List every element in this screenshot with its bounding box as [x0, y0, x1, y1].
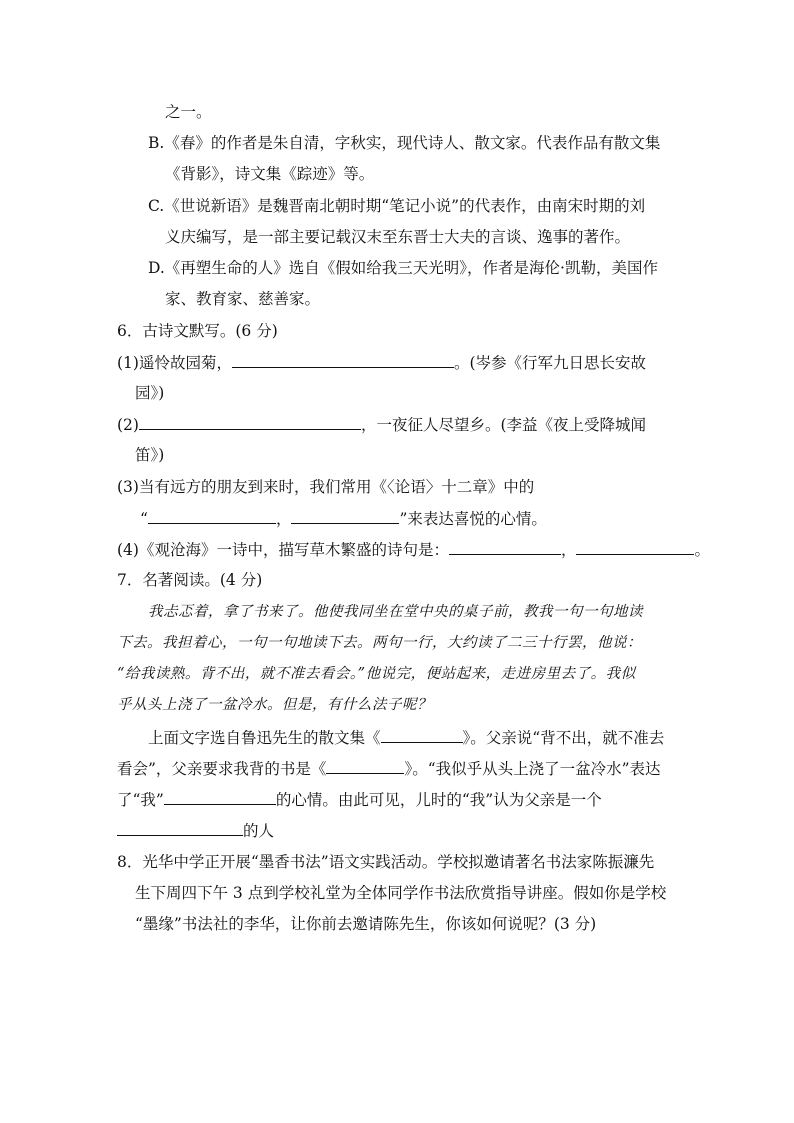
q7-body2-prefix: 看会”，父亲要求我背的书是《 [117, 760, 327, 778]
q6-item2-blank[interactable] [139, 413, 361, 430]
q7-body-line4 [117, 819, 274, 842]
option-c-line2: 义庆编写，是一部主要记载汉末至东晋士大夫的言谈、逸事的著作。 [165, 228, 631, 246]
option-d-line1: D.《再塑生命的人》选自《假如给我三天光明》，作者是海伦·凯勒，美国作 [148, 259, 658, 277]
q7-body-line3 [117, 788, 602, 811]
q7-body2-suffix: 》。“我似乎从头上浇了一盆冷水”表达 [404, 760, 661, 778]
q7-body-line2 [117, 757, 661, 780]
q6-item2-prefix: (2) [117, 416, 139, 434]
option-d-line2: 家、教育家、慈善家。 [165, 290, 321, 308]
q6-item4 [117, 538, 710, 561]
q7-excerpt-line2: 下去。我担着心，一句一句地读下去。两句一行，大约读了二三十行罢，他说： [117, 635, 642, 651]
q6-item3-line2 [140, 507, 547, 530]
option-c-line1: C.《世说新语》是魏晋南北朝时期“笔记小说”的代表作，由南宋时期的刘 [148, 197, 646, 215]
q7-body4-suffix: 的人 [243, 822, 275, 840]
q6-item4-blank1[interactable] [449, 538, 561, 555]
q6-item3-blank2[interactable] [291, 507, 399, 524]
option-b-line2: 《背影》，诗文集《踪迹》等。 [165, 165, 375, 183]
q7-body3-suffix: 的心情。由此可见，儿时的“我”认为父亲是一个 [275, 791, 602, 809]
q8-line3: “墨缘”书法社的李华，让你前去邀请陈先生，你该如何说呢？(3 分) [135, 915, 597, 933]
period: 。 [694, 541, 710, 559]
q6-item1-prefix: (1)遥怜故园菊， [117, 354, 232, 372]
q7-body1-prefix: 上面文字选自鲁迅先生的散文集《 [148, 729, 381, 747]
q7-book-blank[interactable] [326, 757, 404, 774]
q6-item1-suffix: 。(岑参《行军九日思长安故 [453, 354, 647, 372]
q7-feeling-blank[interactable] [164, 788, 276, 805]
q6-item2-suffix: ，一夜征人尽望乡。(李益《夜上受降城闻 [360, 416, 647, 434]
open-quote: “ [140, 510, 148, 528]
q8-line1: 8．光华中学正开展“墨香书法”语文实践活动。学校拟邀请著名书法家陈振濂先 [117, 853, 655, 871]
q7-body3-prefix: 了“我” [117, 791, 164, 809]
q6-item2-cont: 笛》) [135, 446, 165, 464]
q6-item1-cont: 园》) [135, 384, 165, 402]
q6-item1-blank[interactable] [232, 351, 454, 368]
q7-title: 7．名著阅读。(4 分) [117, 571, 263, 589]
q6-item4-prefix: (4)《观沧海》一诗中，描写草木繁盛的诗句是： [117, 541, 449, 559]
q6-title: 6．古诗文默写。(6 分) [117, 322, 278, 340]
q6-item3-suffix: ”来表达喜悦的心情。 [399, 510, 547, 528]
q6-item3-line1: (3)当有远方的朋友到来时，我们常用《〈论语〉十二章》中的 [117, 478, 535, 496]
q7-excerpt-line3: “给我读熟。背不出，就不准去看会。”他说完，便站起来，走进房里去了。我似 [117, 666, 636, 682]
q7-father-blank[interactable] [117, 819, 243, 836]
comma: ， [275, 510, 292, 528]
q7-body1-suffix: 》。父亲说“背不出，就不准去 [462, 729, 665, 747]
q6-item4-blank2[interactable] [576, 538, 694, 555]
q7-excerpt-line4: 乎从头上浇了一盆冷水。但是，有什么法子呢？ [117, 697, 432, 713]
q7-excerpt-line1: 我忐忑着，拿了书来了。他使我同坐在堂中央的桌子前，教我一句一句地读 [148, 604, 643, 620]
option-a-tail: 之一。 [165, 103, 212, 121]
q6-item3-blank1[interactable] [148, 507, 276, 524]
q7-essay-collection-blank[interactable] [381, 726, 463, 743]
comma: ， [560, 541, 577, 559]
q8-line2: 生下周四下午 3 点到学校礼堂为全体同学作书法欣赏指导讲座。假如你是学校 [135, 884, 667, 902]
q6-item1 [117, 351, 646, 374]
q7-body-line1 [148, 726, 664, 749]
q6-item2 [117, 413, 646, 436]
option-b-line1: B.《春》的作者是朱自清，字秋实，现代诗人、散文家。代表作品有散文集 [148, 134, 661, 152]
